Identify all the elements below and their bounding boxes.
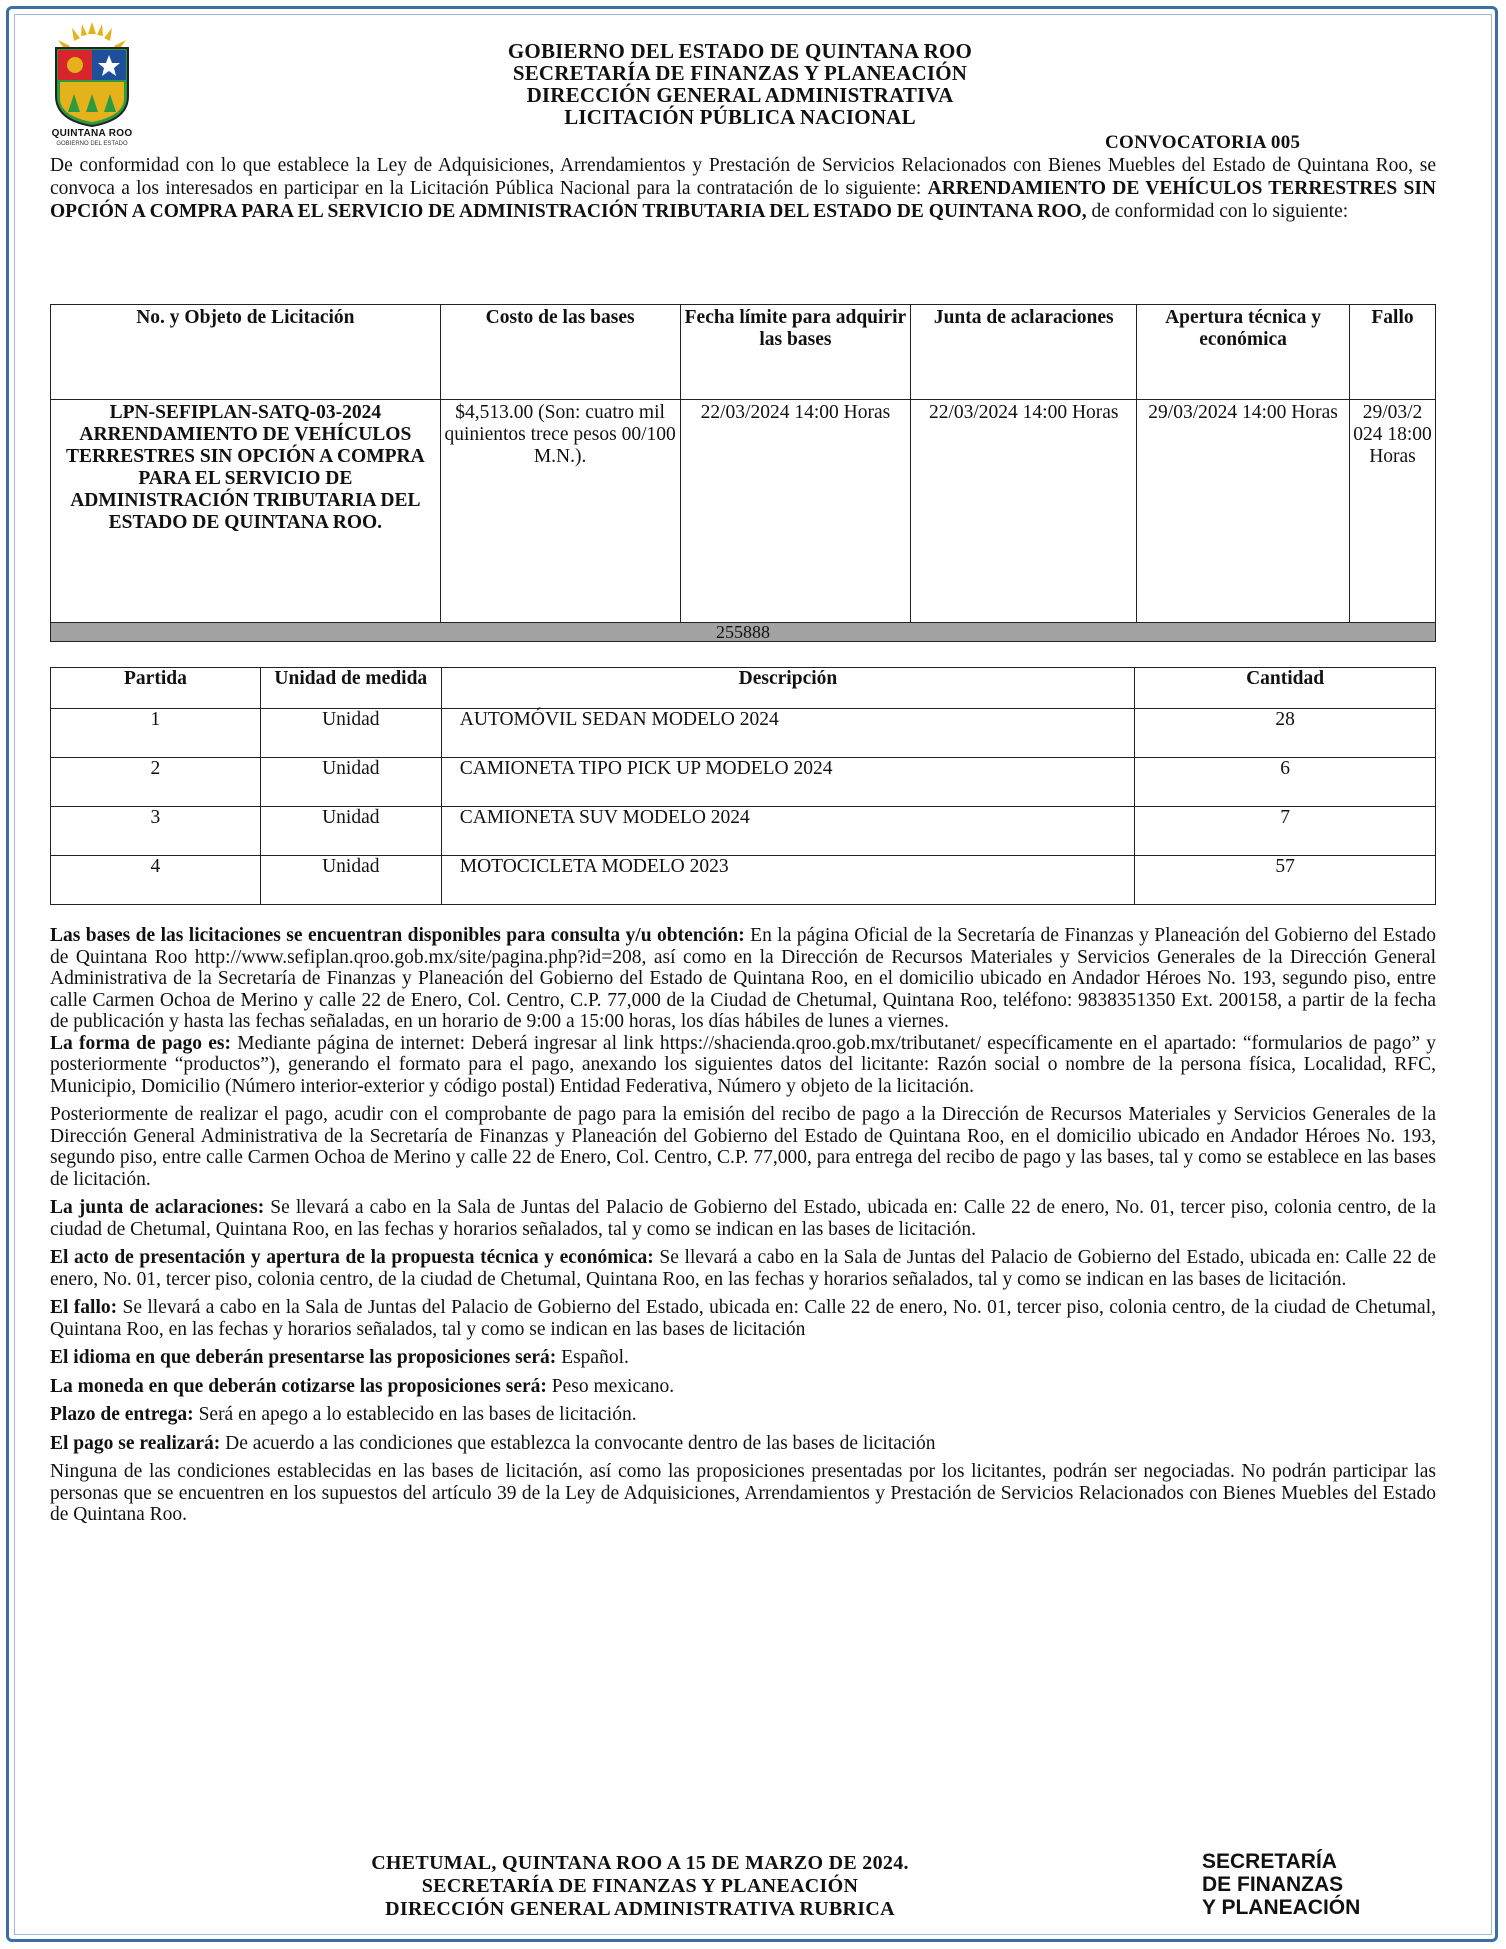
item-unidad: Unidad: [260, 758, 441, 807]
logo-sublabel: GOBIERNO DEL ESTADO: [56, 141, 128, 147]
header-objeto: No. y Objeto de Licitación: [51, 305, 441, 400]
header-apertura: Apertura técnica y económica: [1137, 305, 1350, 400]
header-partida: Partida: [51, 668, 261, 709]
header-unidad: Unidad de medida: [260, 668, 441, 709]
plazo-label: Plazo de entrega:: [50, 1404, 194, 1425]
cell-junta: 22/03/2024 14:00 Horas: [911, 400, 1137, 623]
table-row: [51, 856, 1436, 905]
table-row: [51, 807, 1436, 856]
header-line-1: GOBIERNO DEL ESTADO DE QUINTANA ROO: [507, 39, 973, 63]
item-unidad: Unidad: [260, 807, 441, 856]
plazo-text: Será en apego a lo establecido en las bases de licitación.: [193, 1404, 637, 1425]
moneda-label: La moneda en que deberán cotizarse las proposiciones será:: [50, 1375, 547, 1397]
item-unidad: Unidad: [260, 856, 441, 905]
pago-text: Mediante página de internet: Deberá ingresar al link https://shacienda.qroo.gob.mx/tributanet/ específicamente en el apartado: “formularios de pago” y posteriormente “productos”), generando el formato para el pago, anexando los siguientes datos del licitante: Razón social o nombre de la persona física, Localidad, RFC, Municipio, Domicilio (Número interior-exterior y código postal) Entidad Federativa, Número y objeto de la licitación.: [50, 1032, 1436, 1097]
fallo-label: El fallo:: [50, 1297, 118, 1318]
junta-paragraph: [50, 1197, 1436, 1240]
pago2-label: El pago se realizará:: [50, 1432, 221, 1454]
table-row: [51, 709, 1436, 758]
item-cantidad: 6: [1135, 758, 1436, 807]
acto-paragraph: [50, 1247, 1436, 1290]
cell-apertura: 29/03/2024 14:00 Horas: [1137, 400, 1350, 623]
item-partida: 2: [51, 758, 261, 807]
acto-text: Se llevará a cabo en la Sala de Juntas del Palacio de Gobierno del Estado, ubicada en: Calle 22 de enero, No. 01, tercer piso, colonia centro, de la ciudad de Chetumal, Quintana Roo, en las fechas y horarios señalados, tal y como se indican en las bases de licitación.: [50, 1247, 1436, 1290]
header-line-3: DIRECCIÓN GENERAL ADMINISTRATIVA: [526, 83, 954, 107]
moneda-paragraph: [50, 1376, 1436, 1398]
acto-label: El acto de presentación y apertura de la propuesta técnica y económica:: [50, 1247, 654, 1268]
bases-paragraph: [50, 925, 1436, 1033]
pago2-paragraph: [50, 1433, 1436, 1455]
fallo-text: Se llevará a cabo en la Sala de Juntas del Palacio de Gobierno del Estado, ubicada en: Calle 22 de enero, No. 01, tercer piso, colonia centro, de la ciudad de Chetumal, Quintana Roo, en las fechas y horarios señalados, tal y como se indican en las bases de licitación: [50, 1297, 1436, 1340]
ninguna-paragraph: Ninguna de las condiciones establecidas en las bases de licitación, así como las proposiciones presentadas por los licitantes, podrán ser negociadas. No podrán participar las personas que se encuentren en los supuestos del artículo 39 de la Ley de Adquisiciones, Arrendamientos y Prestación de Servicios Relacionados con Bienes Muebles del Estado de Quintana Roo.: [50, 1461, 1436, 1525]
posterior-paragraph: Posteriormente de realizar el pago, acudir con el comprobante de pago para la emisión del recibo de pago a la Dirección de Recursos Materiales y Servicios Generales de la Dirección General Administrativa de la Secretaría de Finanzas y Planeación del Gobierno del Estado de Quintana Roo, en el domicilio ubicado en Andador Héroes No. 193, segundo piso, entre calle Carmen Ochoa de Merino y calle 22 de Enero, Col. Centro, C.P. 77,000, para entrega del recibo de pago y las bases, tal y como se establece en las bases de licitación.: [50, 1104, 1436, 1190]
cell-objeto: LPN-SEFIPLAN-SATQ-03-2024 ARRENDAMIENTO DE VEHÍCULOS TERRESTRES SIN OPCIÓN A COMPRA PARA EL SERVICIO DE ADMINISTRACIÓN TRIBUTARIA DEL ESTADO DE QUINTANA ROO.: [51, 400, 441, 623]
intro-paragraph: [50, 154, 1436, 223]
junta-label: La junta de aclaraciones:: [50, 1197, 265, 1218]
idioma-label: El idioma en que deberán presentarse las proposiciones será:: [50, 1347, 557, 1368]
item-partida: 4: [51, 856, 261, 905]
item-cantidad: 28: [1135, 709, 1436, 758]
bases-label: Las bases de las licitaciones se encuentran disponibles para consulta y/u obtención:: [50, 925, 745, 946]
coat-of-arms-icon: [42, 20, 142, 128]
cell-fallo: 29/03/2 024 18:00 Horas: [1349, 400, 1435, 623]
idioma-paragraph: [50, 1347, 1436, 1369]
footer-line-1: CHETUMAL, QUINTANA ROO A 15 DE MARZO DE 2024.: [371, 1852, 909, 1874]
item-cantidad: 7: [1135, 807, 1436, 856]
logo-label: QUINTANA ROO: [51, 128, 133, 139]
plazo-paragraph: [50, 1404, 1436, 1426]
intro-object: ARRENDAMIENTO DE VEHÍCULOS TERRESTRES SIN OPCIÓN A COMPRA PARA EL SERVICIO DE ADMINISTRACIÓN TRIBUTARIA DEL ESTADO DE QUINTANA ROO,: [50, 178, 1436, 222]
header-fallo: Fallo: [1349, 305, 1435, 400]
brand-line-1: SECRETARÍA: [1202, 1850, 1337, 1873]
item-descripcion: AUTOMÓVIL SEDAN MODELO 2024: [441, 709, 1134, 758]
sefiplan-brand: [1202, 1850, 1360, 1919]
items-table: [50, 667, 1436, 905]
item-descripcion: CAMIONETA TIPO PICK UP MODELO 2024: [441, 758, 1134, 807]
header-line-4: LICITACIÓN PÚBLICA NACIONAL: [564, 105, 916, 129]
brand-line-2: DE FINANZAS: [1202, 1873, 1344, 1896]
item-descripcion: MOTOCICLETA MODELO 2023: [441, 856, 1134, 905]
header-fecha-limite: Fecha límite para adquirir las bases: [680, 305, 911, 400]
pago2-text: De acuerdo a las condiciones que establezca la convocante dentro de las bases de licitación: [220, 1432, 936, 1454]
idioma-text: Español.: [556, 1347, 629, 1368]
header-cantidad: Cantidad: [1135, 668, 1436, 709]
bases-text: En la página Oficial de la Secretaría de Finanzas y Planeación del Gobierno del Estado de Quintana Roo http://www.sefiplan.qroo.gob.mx/site/pagina.php?id=208, así como en la Dirección de Recursos Materiales y Servicios Generales de la Dirección General Administrativa de la Secretaría de Finanzas y Planeación del Gobierno del Estado de Quintana Roo, en el domicilio ubicado en Andador Héroes No. 193, segundo piso, entre calle Carmen Ochoa de Merino y calle 22 de Enero, Col. Centro, C.P. 77,000 de la Ciudad de Chetumal, Quintana Roo, teléfono: 9838351350 Ext. 200158, a partir de la fecha de publicación y hasta las fechas señaladas, en un horario de 9:00 a 15:00 horas, los días hábiles de lunes a viernes.: [50, 925, 1436, 1032]
moneda-text: Peso mexicano.: [546, 1375, 675, 1397]
document-body: [50, 925, 1436, 1533]
footer-line-3: DIRECCIÓN GENERAL ADMINISTRATIVA RUBRICA: [385, 1898, 895, 1920]
intro-text: De conformidad con lo que establece la Ley de Adquisiciones, Arrendamientos y Prestación de Servicios Relacionados con Bienes Muebles del Estado de Quintana Roo, se convoca a los interesados en participar en la Licitación Pública Nacional para la contratación de lo siguiente:: [50, 155, 1436, 199]
state-coat-of-arms: [42, 20, 142, 150]
pago-paragraph: [50, 1033, 1436, 1098]
intro-object-tail: de conformidad con lo siguiente:: [1086, 201, 1349, 222]
header-junta: Junta de aclaraciones: [911, 305, 1137, 400]
cell-costo: $4,513.00 (Son: cuatro mil quinientos trece pesos 00/100 M.N.).: [440, 400, 680, 623]
pago-label: La forma de pago es:: [50, 1032, 232, 1054]
cell-fecha-limite: 22/03/2024 14:00 Horas: [680, 400, 911, 623]
document-header: [290, 40, 1190, 128]
tender-code: 255888: [51, 623, 1436, 642]
header-costo: Costo de las bases: [440, 305, 680, 400]
tender-table: [50, 304, 1436, 642]
item-partida: 3: [51, 807, 261, 856]
tender-table-row: [51, 400, 1436, 623]
brand-line-3: Y PLANEACIÓN: [1202, 1896, 1361, 1919]
convocatoria-number: CONVOCATORIA 005: [1105, 132, 1301, 153]
tender-table-header: [51, 305, 1436, 400]
item-descripcion: CAMIONETA SUV MODELO 2024: [441, 807, 1134, 856]
header-line-2: SECRETARÍA DE FINANZAS Y PLANEACIÓN: [512, 61, 968, 85]
footer-line-2: SECRETARÍA DE FINANZAS Y PLANEACIÓN: [421, 1875, 859, 1897]
item-partida: 1: [51, 709, 261, 758]
tender-code-row: [51, 623, 1436, 642]
table-row: [51, 758, 1436, 807]
header-descripcion: Descripción: [441, 668, 1134, 709]
document-footer: [250, 1852, 1030, 1921]
items-table-header: [51, 668, 1436, 709]
fallo-paragraph: [50, 1297, 1436, 1340]
item-cantidad: 57: [1135, 856, 1436, 905]
item-unidad: Unidad: [260, 709, 441, 758]
junta-text: Se llevará a cabo en la Sala de Juntas del Palacio de Gobierno del Estado, ubicada en: Calle 22 de enero, No. 01, tercer piso, colonia centro, de la ciudad de Chetumal, Quintana Roo, en las fechas y horarios señalados, tal y como se indican en las bases de licitación.: [50, 1197, 1436, 1240]
